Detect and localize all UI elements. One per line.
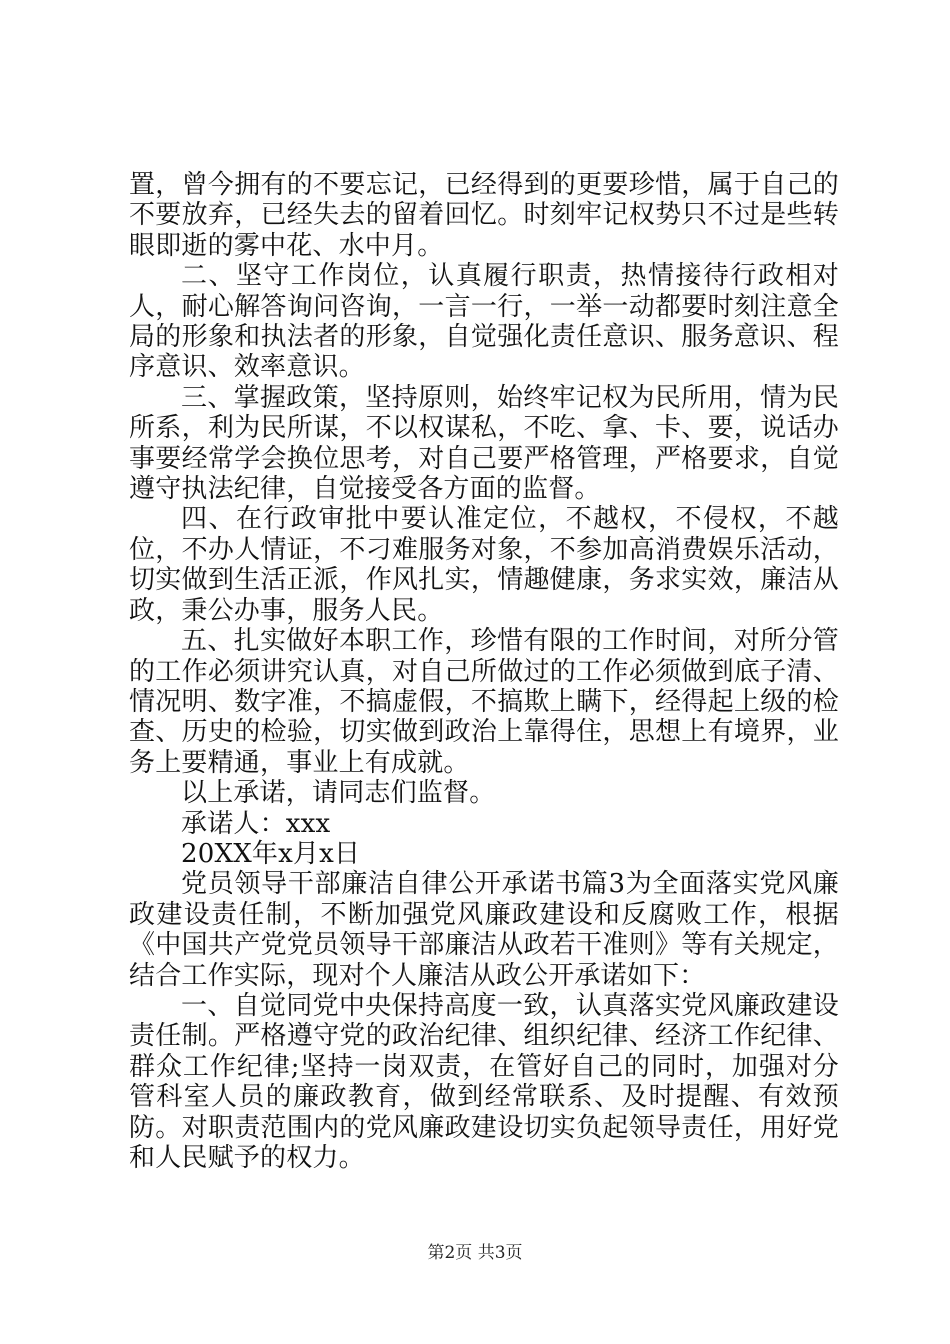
date-line: 20XX年x月x日 — [181, 838, 361, 869]
paragraph-item-3: 三、掌握政策，坚持原则，始终牢记权为民所用，情为民所系，利为民所谋，不以权谋私，不吃、拿、卡、要，说话办事要经常学会换位思考，对自己要严格管理，严格要求，自觉遵守执法纪律，自觉接受各方面的监督。 — [129, 382, 839, 505]
paragraph-item-2: 二、坚守工作岗位，认真履行职责，热情接待行政相对人，耐心解答询问咨询，一言一行，一举一动都要时刻注意全局的形象和执法者的形象，自觉强化责任意识、服务意识、程序意识、效率意识。 — [129, 261, 839, 383]
closing-line: 以上承诺，请同志们监督。 — [181, 778, 496, 809]
signatory-line: 承诺人：xxx — [181, 808, 331, 839]
section-3-intro: 党员领导干部廉洁自律公开承诺书篇3为全面落实党风廉政建设责任制，不断加强党风廉政建设和反腐败工作，根据《中国共产党党员领导干部廉洁从政若干准则》等有关规定，结合工作实际，现对个人廉洁从政公开承诺如下： — [129, 869, 839, 991]
paragraph-item-5: 五、扎实做好本职工作，珍惜有限的工作时间，对所分管的工作必须讲究认真，对自己所做过的工作必须做到底子清、情况明、数字准，不搞虚假，不搞欺上瞒下，经得起上级的检查、历史的检验，切实做到政治上靠得住，思想上有境界，业务上要精通，事业上有成就。 — [129, 626, 839, 778]
paragraph-item-4: 四、在行政审批中要认准定位，不越权，不侵权，不越位，不办人情证，不刁难服务对象，不参加高消费娱乐活动，切实做到生活正派，作风扎实，情趣健康，务求实效，廉洁从政，秉公办事，服务人民。 — [129, 504, 839, 626]
document-body — [129, 170, 839, 1173]
section-3-item-1: 一、自觉同党中央保持高度一致，认真落实党风廉政建设责任制。严格遵守党的政治纪律、组织纪律、经济工作纪律、群众工作纪律;坚持一岗双责，在管好自己的同时，加强对分管科室人员的廉政教育，做到经常联系、及时提醒、有效预防。对职责范围内的党风廉政建设切实负起领导责任，用好党和人民赋予的权力。 — [129, 990, 839, 1173]
page-number-footer: 第2页 共3页 — [427, 1243, 523, 1263]
paragraph-continuation: 置，曾今拥有的不要忘记，已经得到的更要珍惜，属于自己的不要放弃，已经失去的留着回忆。时刻牢记权势只不过是些转眼即逝的雾中花、水中月。 — [129, 170, 839, 261]
